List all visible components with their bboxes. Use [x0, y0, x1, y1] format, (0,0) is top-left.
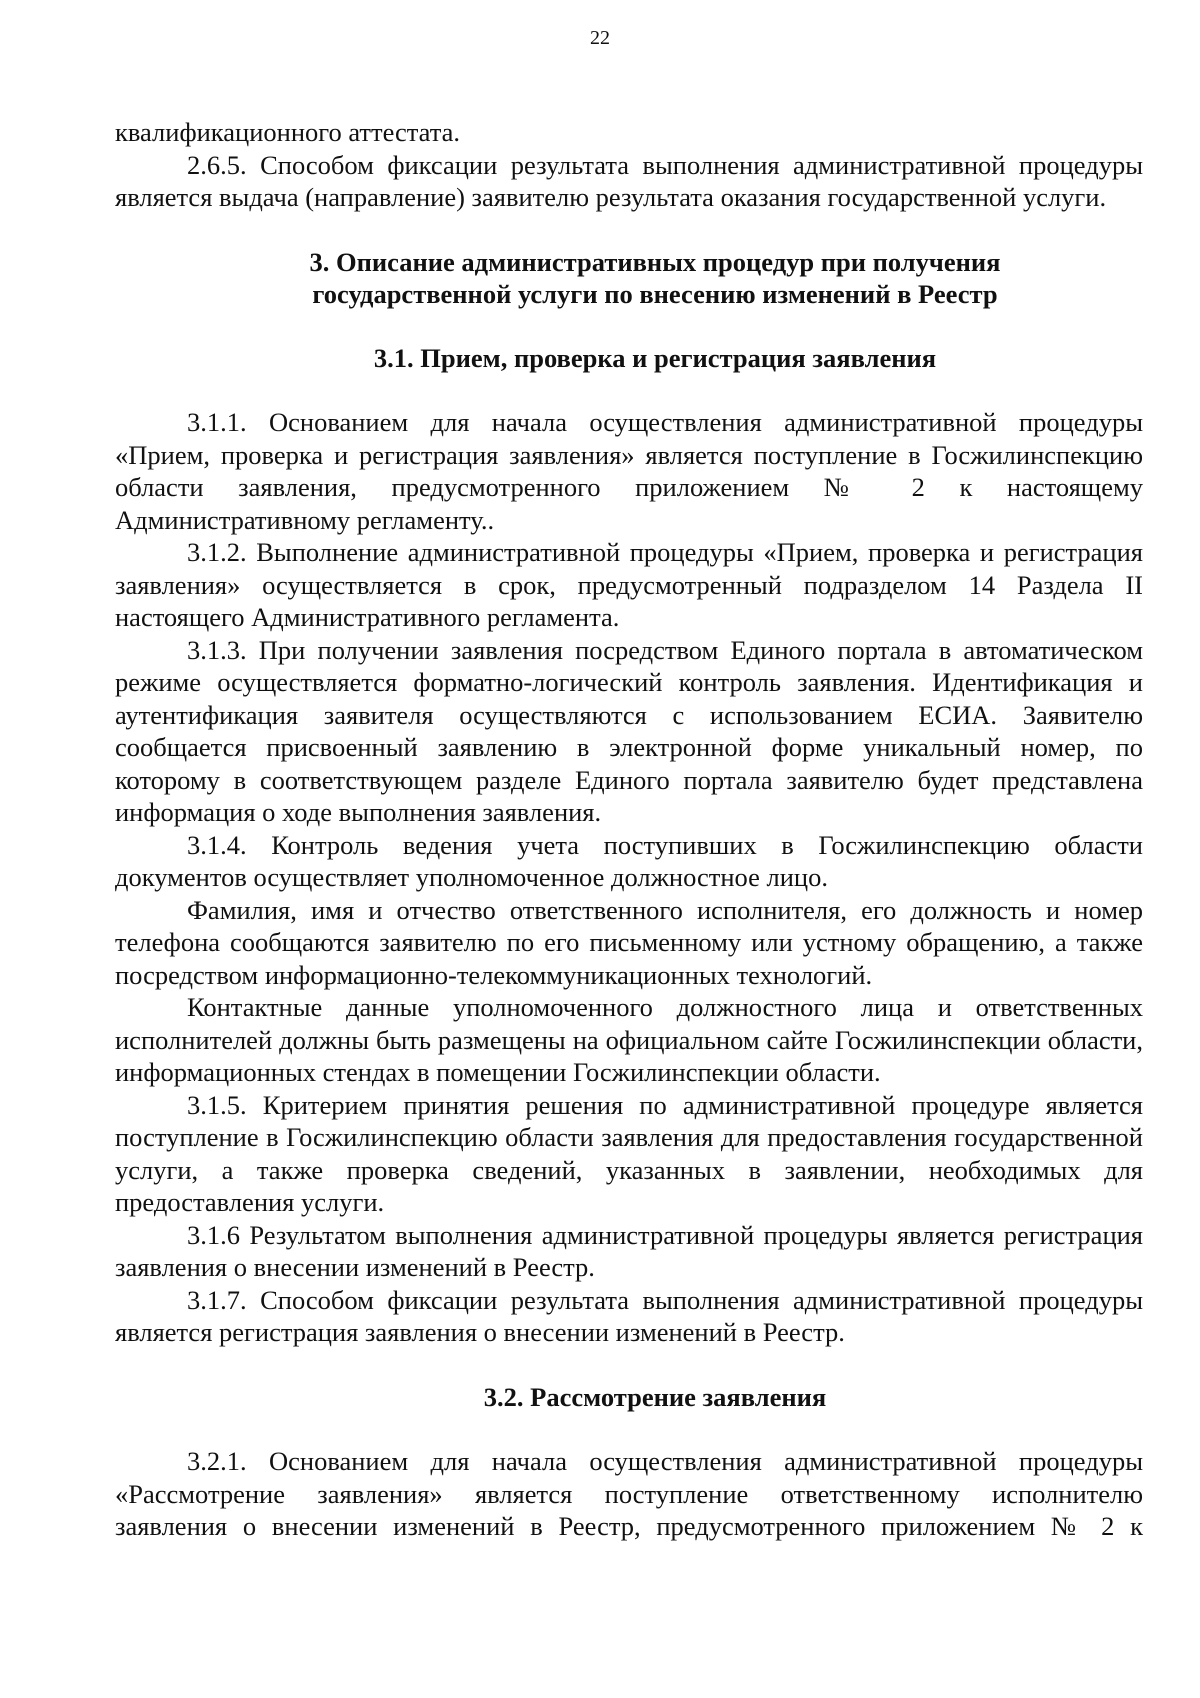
paragraph-3-1-6: 3.1.6 Результатом выполнения административной процедуры является регистрация заявления о внесении изменений в Реестр.: [115, 1219, 1143, 1282]
section-3-heading-line-1: 3. Описание административных процедур при получения: [309, 246, 1001, 277]
subsection-3-1-heading: 3.1. Прием, проверка и регистрация заявления: [373, 342, 937, 373]
paragraph-3-1-4: 3.1.4. Контроль ведения учета поступивших в Госжилинспекцию области документов осуществляет уполномоченное должностное лицо.: [115, 829, 1143, 892]
section-3-heading-line-2: государственной услуги по внесению изменений в Реестр: [312, 278, 998, 309]
paragraph-2-6-5: 2.6.5. Способом фиксации результата выполнения административной процедуры является выдача (направление) заявителю результата оказания государственной услуги.: [115, 149, 1143, 212]
page-number: 22: [590, 27, 610, 49]
paragraph-3-1-2: 3.1.2. Выполнение административной процедуры «Прием, проверка и регистрация заявления» осуществляется в срок, предусмотренный подразделом 14 Раздела II настоящего Административного регламента.: [115, 537, 1143, 632]
section-3-heading: [115, 246, 1143, 310]
paragraph-continuation: квалификационного аттестата.: [115, 117, 461, 147]
paragraph-3-2-1-line-3: заявления о внесении изменений в Реестр, предусмотренного приложением № 2 к: [115, 1511, 1143, 1541]
paragraph-3-1-4-contact-data: Контактные данные уполномоченного должностного лица и ответственных исполнителей должны быть размещены на официальном сайте Госжилинспекции области, информационных стендах в помещении Госжилинспекции области.: [115, 992, 1143, 1087]
subsection-3-2-heading: 3.2. Рассмотрение заявления: [483, 1381, 827, 1412]
paragraph-3-1-4-contacts: Фамилия, имя и отчество ответственного исполнителя, его должность и номер телефона сообщаются заявителю по его письменному или устному обращению, а также посредством информационно-телекоммуникационных технологий.: [115, 894, 1143, 990]
paragraph-3-1-3: 3.1.3. При получении заявления посредством Единого портала в автоматическом режиме осуществляется форматно-логический контроль заявления. Идентификация и аутентификация заявителя осуществляются с использованием ЕСИА. Заявителю сообщается присвоенный заявлению в электронной форме уникальный номер, по которому в соответствующем разделе Единого портала заявителю будет представлена информация о ходе выполнения заявления.: [115, 634, 1143, 827]
paragraph-3-1-1: 3.1.1. Основанием для начала осуществления административной процедуры «Прием, проверка и регистрация заявления» является поступление в Госжилинспекцию области заявления, предусмотренного приложением № 2 к настоящему Административному регламенту..: [115, 407, 1143, 535]
paragraph-3-2-1-line-1: 3.2.1. Основанием для начала осуществления административной процедуры: [187, 1446, 1143, 1476]
paragraph-3-2-1-line-2: «Рассмотрение заявления» является поступление ответственному исполнителю: [115, 1478, 1143, 1509]
paragraph-3-2-1: [115, 1445, 1143, 1543]
paragraph-3-1-5: 3.1.5. Критерием принятия решения по административной процедуре является поступление в Госжилинспекцию области заявления для предоставления государственной услуги, а также проверка сведений, указанных в заявлении, необходимых для предоставления услуги.: [115, 1089, 1143, 1217]
document-body: [115, 116, 1143, 1543]
paragraph-3-1-7: 3.1.7. Способом фиксации результата выполнения административной процедуры является регистрация заявления о внесении изменений в Реестр.: [115, 1284, 1143, 1347]
